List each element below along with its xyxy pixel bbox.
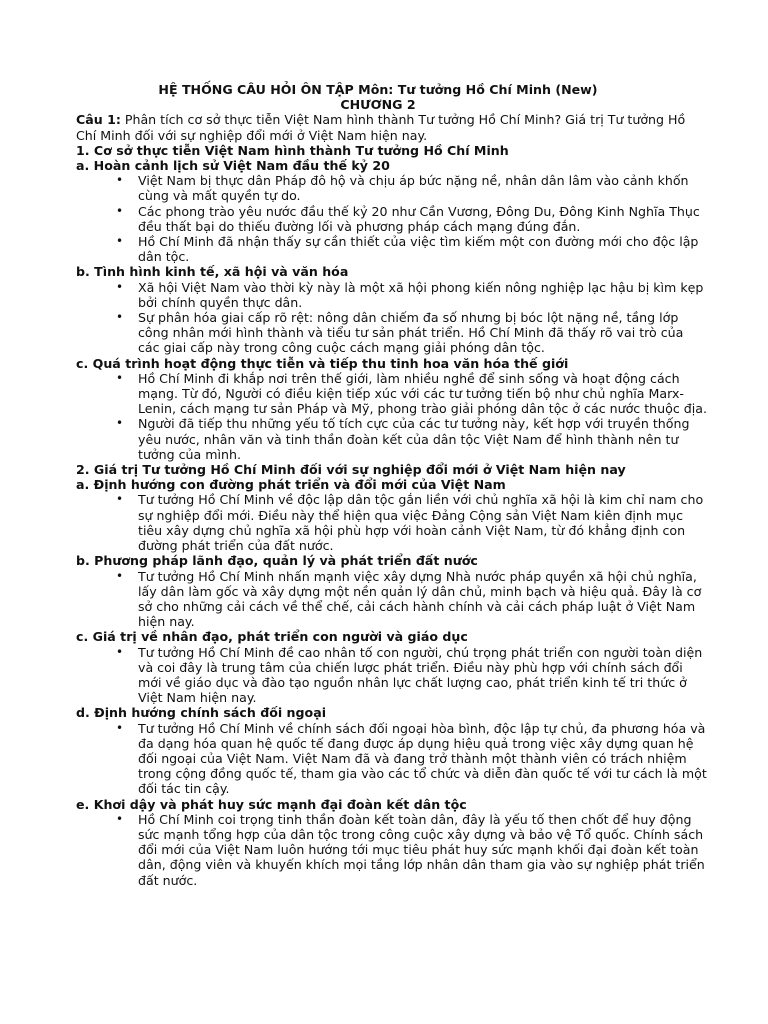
bullet-item: • Người đã tiếp thu những yếu tố tích cực của các tư tưởng này, kết hợp với truyền thống yêu nước, nhân văn và tinh thần đoàn kết của dân tộc Việt Nam để hình thành nên tư tưởng của mình. xyxy=(138,416,708,462)
bullet-item: • Việt Nam bị thực dân Pháp đô hộ và chịu áp bức nặng nề, nhân dân lâm vào cảnh khốn cùng và mất quyền tự do. xyxy=(138,173,708,203)
bullet-item: • Hồ Chí Minh đi khắp nơi trên thế giới, làm nhiều nghề để sinh sống và hoạt động cách mạng. Từ đó, Người có điều kiện tiếp xúc với các tư tưởng tiến bộ như chủ nghĩa Marx-Lenin, cách mạng tư sản Pháp và Mỹ, phong trào giải phóng dân tộc ở các nước thuộc địa. xyxy=(138,371,708,417)
question-paragraph xyxy=(76,112,708,142)
bullet-list xyxy=(76,645,708,706)
subsection-heading: a. Hoàn cảnh lịch sử Việt Nam đầu thế kỷ 20 xyxy=(76,158,390,174)
bullet-item: • Xã hội Việt Nam vào thời kỳ này là một xã hội phong kiến nông nghiệp lạc hậu bị kìm kẹp bởi chính quyền thực dân. xyxy=(138,280,708,310)
bullet-list xyxy=(76,280,708,356)
bullet-list xyxy=(76,812,708,888)
section-heading: 2. Giá trị Tư tưởng Hồ Chí Minh đối với sự nghiệp đổi mới ở Việt Nam hiện nay xyxy=(76,462,626,478)
subsection-heading: c. Quá trình hoạt động thực tiễn và tiếp thu tinh hoa văn hóa thế giới xyxy=(76,355,569,371)
bullet-list xyxy=(76,173,708,264)
chapter-heading: CHƯƠNG 2 xyxy=(340,97,416,113)
bullet-list xyxy=(76,492,708,553)
subsection-heading: a. Định hướng con đường phát triển và đổi mới của Việt Nam xyxy=(76,477,506,493)
bullet-item: • Hồ Chí Minh coi trọng tinh thần đoàn kết toàn dân, đây là yếu tố then chốt để huy động sức mạnh tổng hợp của dân tộc trong công cuộc xây dựng và bảo vệ Tổ quốc. Chính sách đổi mới của Việt Nam luôn hướng tới mục tiêu phát huy sức mạnh khối đại đoàn kết toàn dân, động viên và khuyến khích mọi tầng lớp nhân dân tham gia vào sự nghiệp phát triển đất nước. xyxy=(138,812,708,888)
bullet-item: • Tư tưởng Hồ Chí Minh về chính sách đối ngoại hòa bình, độc lập tự chủ, đa phương hóa và đa dạng hóa quan hệ quốc tế đang được áp dụng hiệu quả trong việc xây dựng quan hệ đối ngoại của Việt Nam. Việt Nam đã và đang trở thành một thành viên có trách nhiệm trong cộng đồng quốc tế, tham gia vào các tổ chức và diễn đàn quốc tế với tư cách là một đối tác tin cậy. xyxy=(138,721,708,797)
bullet-list xyxy=(76,721,708,797)
question-text: Phân tích cơ sở thực tiễn Việt Nam hình thành Tư tưởng Hồ Chí Minh? Giá trị Tư tưởng Hồ Chí Minh đối với sự nghiệp đổi mới ở Việt Nam hiện nay. xyxy=(76,112,686,143)
subsection-heading: e. Khơi dậy và phát huy sức mạnh đại đoàn kết dân tộc xyxy=(76,796,467,812)
section-heading: 1. Cơ sở thực tiễn Việt Nam hình thành Tư tưởng Hồ Chí Minh xyxy=(76,142,509,158)
bullet-list xyxy=(76,371,708,462)
subsection-heading: b. Tình hình kinh tế, xã hội và văn hóa xyxy=(76,264,349,280)
document-title: HỆ THỐNG CÂU HỎI ÔN TẬP Môn: Tư tưởng Hồ Chí Minh (New) xyxy=(158,82,598,97)
subsection-heading: c. Giá trị về nhân đạo, phát triển con người và giáo dục xyxy=(76,629,468,645)
bullet-item: • Tư tưởng Hồ Chí Minh về độc lập dân tộc gắn liền với chủ nghĩa xã hội là kim chỉ nam cho sự nghiệp đổi mới. Điều này thể hiện qua việc Đảng Cộng sản Việt Nam kiên định mục tiêu xây dựng chủ nghĩa xã hội phù hợp với hoàn cảnh Việt Nam, từ đó khẳng định con đường phát triển của đất nước. xyxy=(138,492,708,553)
question-label: Câu 1: xyxy=(76,112,121,128)
bullet-item: • Hồ Chí Minh đã nhận thấy sự cần thiết của việc tìm kiếm một con đường mới cho độc lập dân tộc. xyxy=(138,234,708,264)
bullet-item: • Sự phân hóa giai cấp rõ rệt: nông dân chiếm đa số nhưng bị bóc lột nặng nề, tầng lớp công nhân mới hình thành và tiểu tư sản phát triển. Hồ Chí Minh đã thấy rõ vai trò của các giai cấp này trong công cuộc cách mạng giải phóng dân tộc. xyxy=(138,310,708,356)
bullet-item: • Tư tưởng Hồ Chí Minh nhấn mạnh việc xây dựng Nhà nước pháp quyền xã hội chủ nghĩa, lấy dân làm gốc và xây dựng một nền quản lý dân chủ, minh bạch và hiệu quả. Đây là cơ sở cho những cải cách về thể chế, cải cách hành chính và cải cách pháp luật ở Việt Nam hiện nay. xyxy=(138,569,708,630)
subsection-heading: b. Phương pháp lãnh đạo, quản lý và phát triển đất nước xyxy=(76,553,478,569)
bullet-list xyxy=(76,569,708,630)
bullet-item: • Các phong trào yêu nước đầu thế kỷ 20 như Cần Vương, Đông Du, Đông Kinh Nghĩa Thục đều thất bại do thiếu đường lối và phương pháp cách mạng đúng đắn. xyxy=(138,204,708,234)
bullet-item: • Tư tưởng Hồ Chí Minh đề cao nhân tố con người, chú trọng phát triển con người toàn diện và coi đây là trung tâm của chiến lược phát triển. Điều này phù hợp với chính sách đổi mới về giáo dục và đào tạo nguồn nhân lực chất lượng cao, phát triển kinh tế tri thức ở Việt Nam hiện nay. xyxy=(138,645,708,706)
subsection-heading: d. Định hướng chính sách đối ngoại xyxy=(76,705,327,721)
